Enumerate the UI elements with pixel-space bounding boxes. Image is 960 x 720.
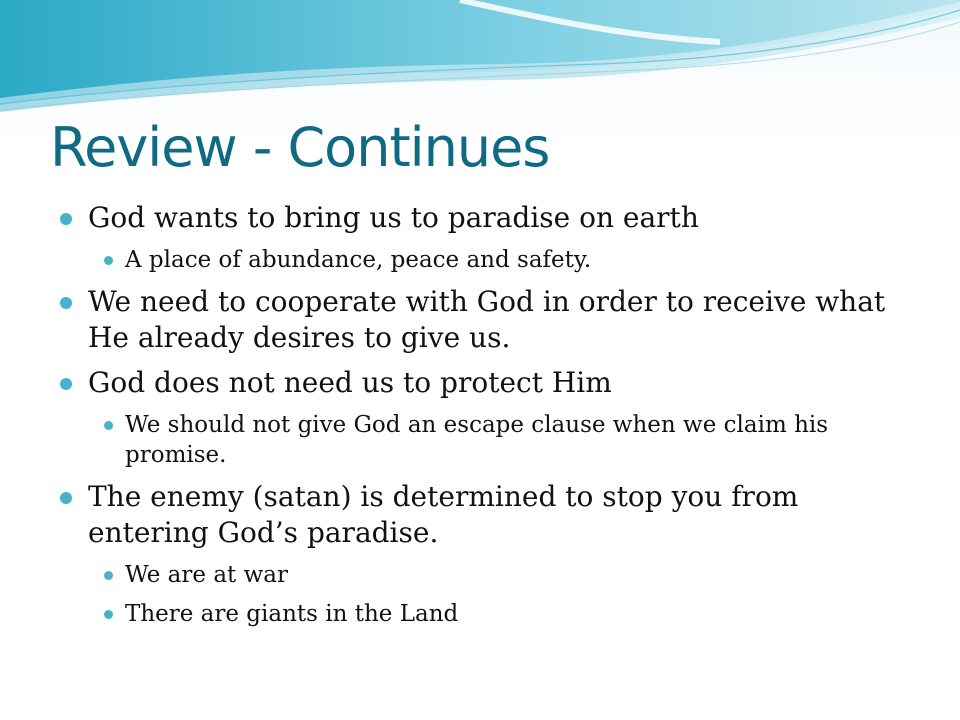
bullet-dot-icon bbox=[60, 492, 72, 504]
sub-bullet-text: A place of abundance, peace and safety. bbox=[125, 247, 592, 273]
sub-bullet-item bbox=[60, 599, 910, 629]
sub-bullet-item bbox=[60, 560, 910, 590]
bullet-item bbox=[60, 284, 910, 356]
bullet-text: God does not need us to protect Him bbox=[88, 366, 612, 399]
slide-title: Review - Continues bbox=[50, 116, 550, 179]
sub-bullet-text: We are at war bbox=[125, 562, 288, 588]
bullet-item bbox=[60, 365, 910, 401]
bullet-dot-icon bbox=[104, 571, 113, 580]
bullet-dot-icon bbox=[60, 378, 72, 390]
bullet-dot-icon bbox=[60, 213, 72, 225]
sub-bullet-item bbox=[60, 245, 910, 275]
bullet-text: The enemy (satan) is determined to stop you from entering God’s paradise. bbox=[88, 480, 799, 549]
bullet-text: God wants to bring us to paradise on earth bbox=[88, 201, 699, 234]
sub-bullet-text: There are giants in the Land bbox=[125, 601, 459, 627]
bullet-list bbox=[60, 200, 910, 638]
bullet-item bbox=[60, 200, 910, 236]
bullet-dot-icon bbox=[104, 610, 113, 619]
decorative-wave-header bbox=[0, 0, 960, 130]
bullet-dot-icon bbox=[104, 256, 113, 265]
sub-bullet-item bbox=[60, 410, 910, 470]
bullet-text: We need to cooperate with God in order to receive what He already desires to give us. bbox=[88, 285, 886, 354]
bullet-dot-icon bbox=[104, 421, 113, 430]
bullet-item bbox=[60, 479, 910, 551]
bullet-dot-icon bbox=[60, 297, 72, 309]
sub-bullet-text: We should not give God an escape clause when we claim his promise. bbox=[125, 412, 829, 468]
